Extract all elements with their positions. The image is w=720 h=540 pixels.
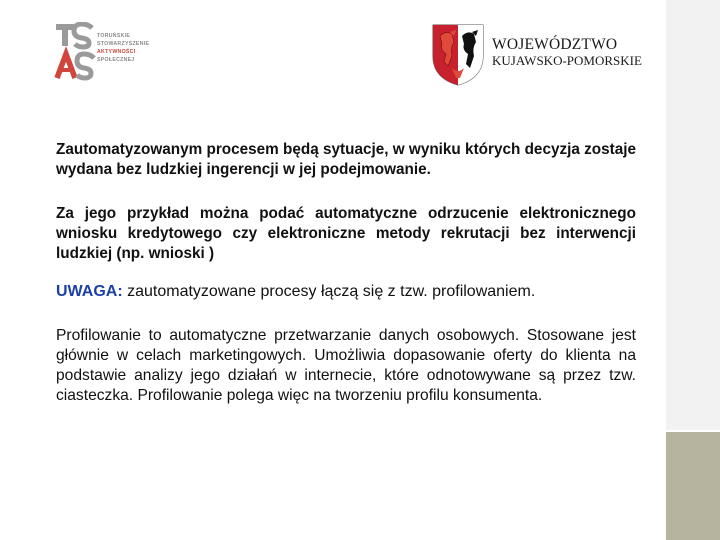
- paragraph-warning: [56, 282, 636, 302]
- paragraph-profiling: Profilowanie to automatyczne przetwarzanie danych osobowych. Stosowane jest głównie w celach marketingowych. Umożliwia dopasowanie oferty do klienta na podstawie analizy jego działań w internecie, które odnotowywane są przez tzw. ciasteczka. Profilowanie polega więc na tworzeniu profilu konsumenta.: [56, 327, 636, 404]
- region-name: [492, 36, 642, 69]
- warning-text: zautomatyzowane procesy łączą się z tzw. profilowaniem.: [122, 283, 536, 300]
- right-bar-accent: [666, 432, 720, 540]
- tsas-line-1: TORUŃSKIE: [97, 33, 131, 39]
- tsas-line-4: SPOŁECZNEJ: [97, 57, 135, 63]
- tsas-name: [97, 32, 167, 64]
- region-logo: [428, 20, 648, 92]
- content-body: [56, 140, 636, 406]
- paragraph-automated-process: Zautomatyzowanym procesem będą sytuacje, w wyniku których decyzja zostaje wydana bez ludzkiej ingerencji w jej podejmowanie.: [56, 141, 636, 178]
- region-line-2: KUJAWSKO-POMORSKIE: [492, 53, 642, 68]
- region-line-1: WOJEWÓDZTWO: [492, 36, 618, 53]
- tsas-letters-logo: [54, 22, 96, 84]
- tsas-line-3: AKTYWNOŚCI: [97, 49, 136, 55]
- tsas-logo: [54, 22, 164, 84]
- warning-label: UWAGA:: [56, 283, 123, 300]
- tsas-line-2: STOWARZYSZENIE: [97, 41, 150, 47]
- griffin-crest-icon: [430, 22, 486, 88]
- paragraph-example: Za jego przykład można podać automatyczne odrzucenie elektronicznego wniosku kredytowego czy elektroniczne metody rekrutacji bez interwencji ludzkiej (np. wnioski ): [56, 205, 636, 262]
